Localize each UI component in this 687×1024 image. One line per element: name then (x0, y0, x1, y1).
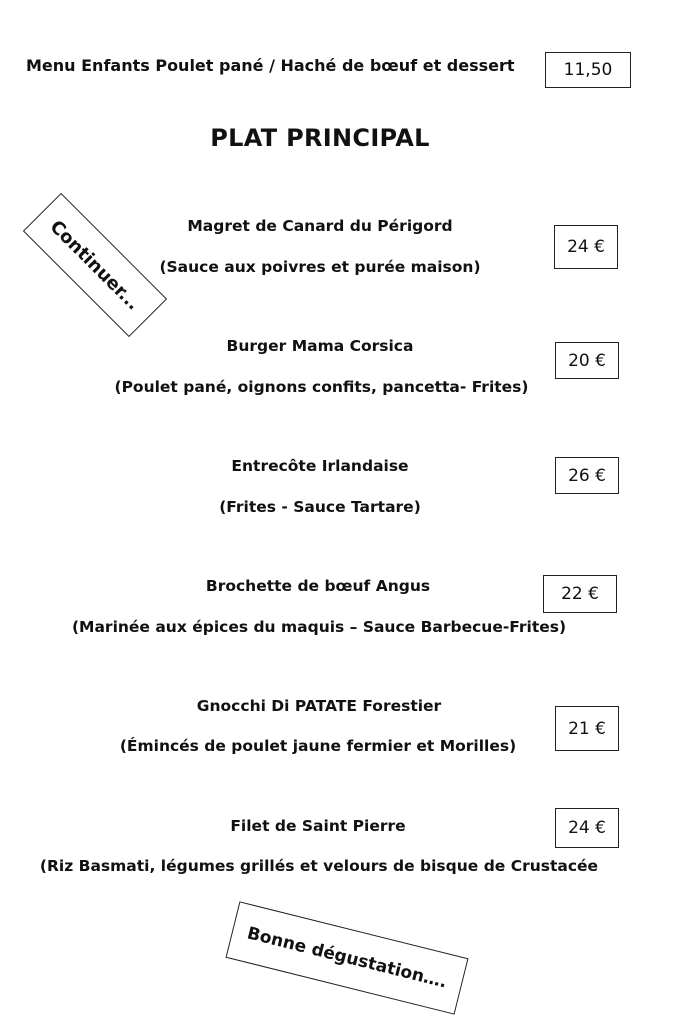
dish-description-3: (Frites - Sauce Tartare) (219, 498, 421, 516)
section-title: PLAT PRINCIPAL (210, 124, 430, 152)
kids-menu-label: Menu Enfants Poulet pané / Haché de bœuf et dessert (26, 56, 515, 75)
dish-price-1: 24 € (554, 225, 618, 269)
dish-name-2: Burger Mama Corsica (226, 337, 414, 355)
kids-menu-price: 11,50 (545, 52, 631, 88)
dish-description-5: (Émincés de poulet jaune fermier et Morilles) (119, 737, 517, 755)
dish-name-4: Brochette de bœuf Angus (205, 577, 431, 595)
dish-name-6: Filet de Saint Pierre (230, 817, 406, 835)
dish-description-1: (Sauce aux poivres et purée maison) (159, 258, 481, 276)
dish-description-6: (Riz Basmati, légumes grillés et velours de bisque de Crustacée (39, 857, 599, 875)
dish-price-2: 20 € (555, 342, 619, 379)
dish-price-3: 26 € (555, 457, 619, 494)
dish-name-1: Magret de Canard du Périgord (187, 217, 453, 235)
dish-description-2: (Poulet pané, oignons confits, pancetta- Frites) (114, 378, 529, 396)
dish-price-6: 24 € (555, 808, 619, 848)
dish-price-4: 22 € (543, 575, 617, 613)
closing-note: Bonne dégustation…. (225, 901, 468, 1014)
dish-price-5: 21 € (555, 706, 619, 751)
dish-name-3: Entrecôte Irlandaise (231, 457, 409, 475)
dish-name-5: Gnocchi Di PATATE Forestier (196, 697, 442, 715)
continue-note: Continuer... (23, 193, 167, 337)
dish-description-4: (Marinée aux épices du maquis – Sauce Barbecue-Frites) (71, 618, 567, 636)
